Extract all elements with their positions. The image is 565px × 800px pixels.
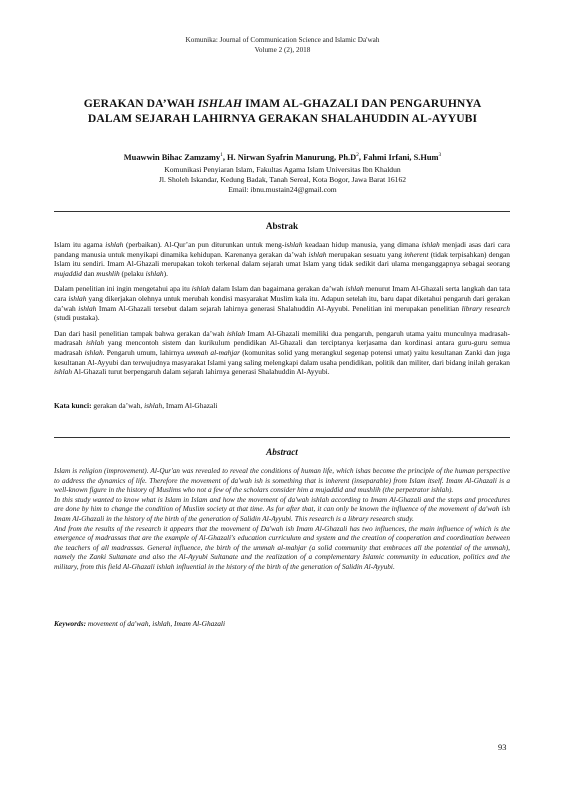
author-3: , Fahmi Irfani, S.Hum: [358, 153, 439, 162]
abstract-paragraph-3: And from the results of the research it appears that the movement of Da'wah ish Imam Al-Ghazali has two influences, the main influence of which is the emergence of madrassas that are the example of Al-Ghazali's education curriculum and system and the creation of cooperation and coordination between the teachers of all madrassas. General influence, the birth of the ummah al-mahjar (a solid community that embraces all the potential of the ummah), namely the Zanki Sultanate and also the Al-Ayyubi Sultanate and the realization of a complementary Islamic community in education, politics and the military, from this field Al-Ghazali ishlah influential in the history of the birth of the generation of Salidin Al-Ayyubi.: [54, 523, 510, 571]
affiliation: [40, 165, 525, 196]
author-2-affil-mark: 2: [356, 152, 359, 159]
journal-name: Komunika: Journal of Communication Science and Islamic Da'wah: [185, 36, 380, 44]
affiliation-department: Komunikasi Penyiaran Islam, Fakultas Agama Islam Universitas Ibn Khaldun: [164, 165, 401, 174]
kata-kunci-label: Kata kunci:: [54, 401, 92, 410]
author-2: , H. Nirwan Syafrin Manurung, Ph.D: [222, 153, 357, 162]
page-number: 93: [498, 743, 507, 752]
affiliation-address: Jl. Sholeh Iskandar, Kedung Badak, Tanah Sereal, Kota Bogor, Jawa Barat 16162: [158, 175, 407, 185]
journal-header: [0, 36, 565, 55]
author-3-affil-mark: 3: [438, 152, 442, 159]
divider-abstract: [54, 437, 510, 438]
keywords-label: Keywords:: [54, 619, 87, 628]
author-1: Muawwin Bihac Zamzamy: [123, 153, 221, 162]
abstrak-paragraph-2: Dalam penelitian ini ingin mengetahui apa itu ishlah dalam Islam dan bagaimana gerakan da’wah ishlah menurut Imam Al-Ghazali serta langkah dan tata cara ishlah yang dikerjakan olehnya untuk merubah kondisi masyarakat Muslim kala itu. Adapun setelah itu, baru dapat diketahui pengaruh dari gerakan da’wah ishlah Imam Al-Ghazali tersebut dalam sejarah lahirnya generasi Shalahuddin Al-Ayyubi. Penelitian ini merupakan penelitian library research (studi pustaka).: [54, 284, 510, 323]
paper-title: [40, 96, 525, 126]
abstrak-paragraph-3: Dan dari hasil penelitian tampak bahwa gerakan da’wah ishlah Imam Al-Ghazali memiliki dua pengaruh, pengaruh utama yaitu munculnya madrasah-madrasah ishlah yang mencontoh sistem dan kurikulum pendidikan Al-Ghazali dan terciptanya kerjasama dan kordinasi antara guru-guru semua madrasah ishlah. Pengaruh umum, lahirnya ummah al-mahjar (komunitas solid yang merangkul segenap potensi umat) yaitu kesultanan Zanki dan juga kesultanan Al-Ayyubi dan terwujudnya masyarakat Islami yang saling melengkapi dalam usaha pendidikan, politik dan militer, dari bidang inilah gerakan ishlah Al-Ghazali turut berpengaruh dalam sejarah lahirnya generasi Shalahuddin Al-Ayyubi.: [54, 328, 511, 377]
kata-kunci-values: gerakan da’wah, ishlah, Imam Al-Ghazali: [91, 401, 218, 410]
title-line-1: GERAKAN DA’WAH ISHLAH IMAM AL-GHAZALI DAN PENGARUHNYA: [83, 97, 482, 110]
abstract-body: [54, 466, 510, 572]
abstract-heading: Abstract: [266, 447, 298, 457]
abstract-paragraph-1: Islam is religion (improvement). Al-Qur'an was revealed to reveal the conditions of human life, which ishas become the principle of the human perspective to address the dynamics of life. Therefore the movement of da'wah ish is something that is inherent (inseparable) from Islam itself. Imam Al-Ghazali is a well-known figure in the history of Muslims who not a few of the scholars consider him a mujaddid and mushlih (the perpetrator ishlah).: [54, 466, 510, 495]
journal-volume: Volume 2 (2), 2018: [254, 45, 311, 54]
abstrak-body: [54, 240, 510, 383]
keywords-values: movement of da'wah, ishlah, Imam Al-Ghazali: [86, 619, 226, 628]
abstract-paragraph-2: In this study wanted to know what is Islam in Islam and how the movement of da'wah ishlah according to Imam Al-Ghazali and the steps and procedures are done by him to change the condition of Muslim society at that time. As for after that, it can only be known the influence of the movement of da'wah ish Imam Al-Ghazali in the history of the birth of the generation of Salidin Al-Ayyubi. This research is a library research study.: [54, 494, 510, 523]
kata-kunci: [54, 401, 510, 411]
author-list: [40, 152, 525, 163]
divider-abstrak: [54, 211, 510, 212]
title-line-2: DALAM SEJARAH LAHIRNYA GERAKAN SHALAHUDDIN AL-AYYUBI: [87, 112, 478, 125]
author-1-affil-mark: 1: [220, 152, 223, 159]
affiliation-email: Email: ibnu.mustain24@gmail.com: [228, 185, 337, 195]
abstrak-heading: Abstrak: [265, 221, 299, 231]
abstrak-paragraph-1: Islam itu agama ishlah (perbaikan). Al-Qur’an pun diturunkan untuk meng-ishlah keadaan hidup manusia, yang dimana ishlah menjadi asas dari cara pandang manusia untuk menyikapi dinamika kehidupan. Karenanya gerakan da’wah ishlah merupakan sesuatu yang inherent (tidak terpisahkan) dengan Islam itu sendiri. Imam Al-Ghazali merupakan tokoh terkenal dalam sejarah umat Islam yang tidak sedikit dari ulama menganggapnya sebagai seorang mujaddid dan mushlih (pelaku ishlah).: [54, 240, 510, 278]
keywords: [54, 619, 510, 629]
